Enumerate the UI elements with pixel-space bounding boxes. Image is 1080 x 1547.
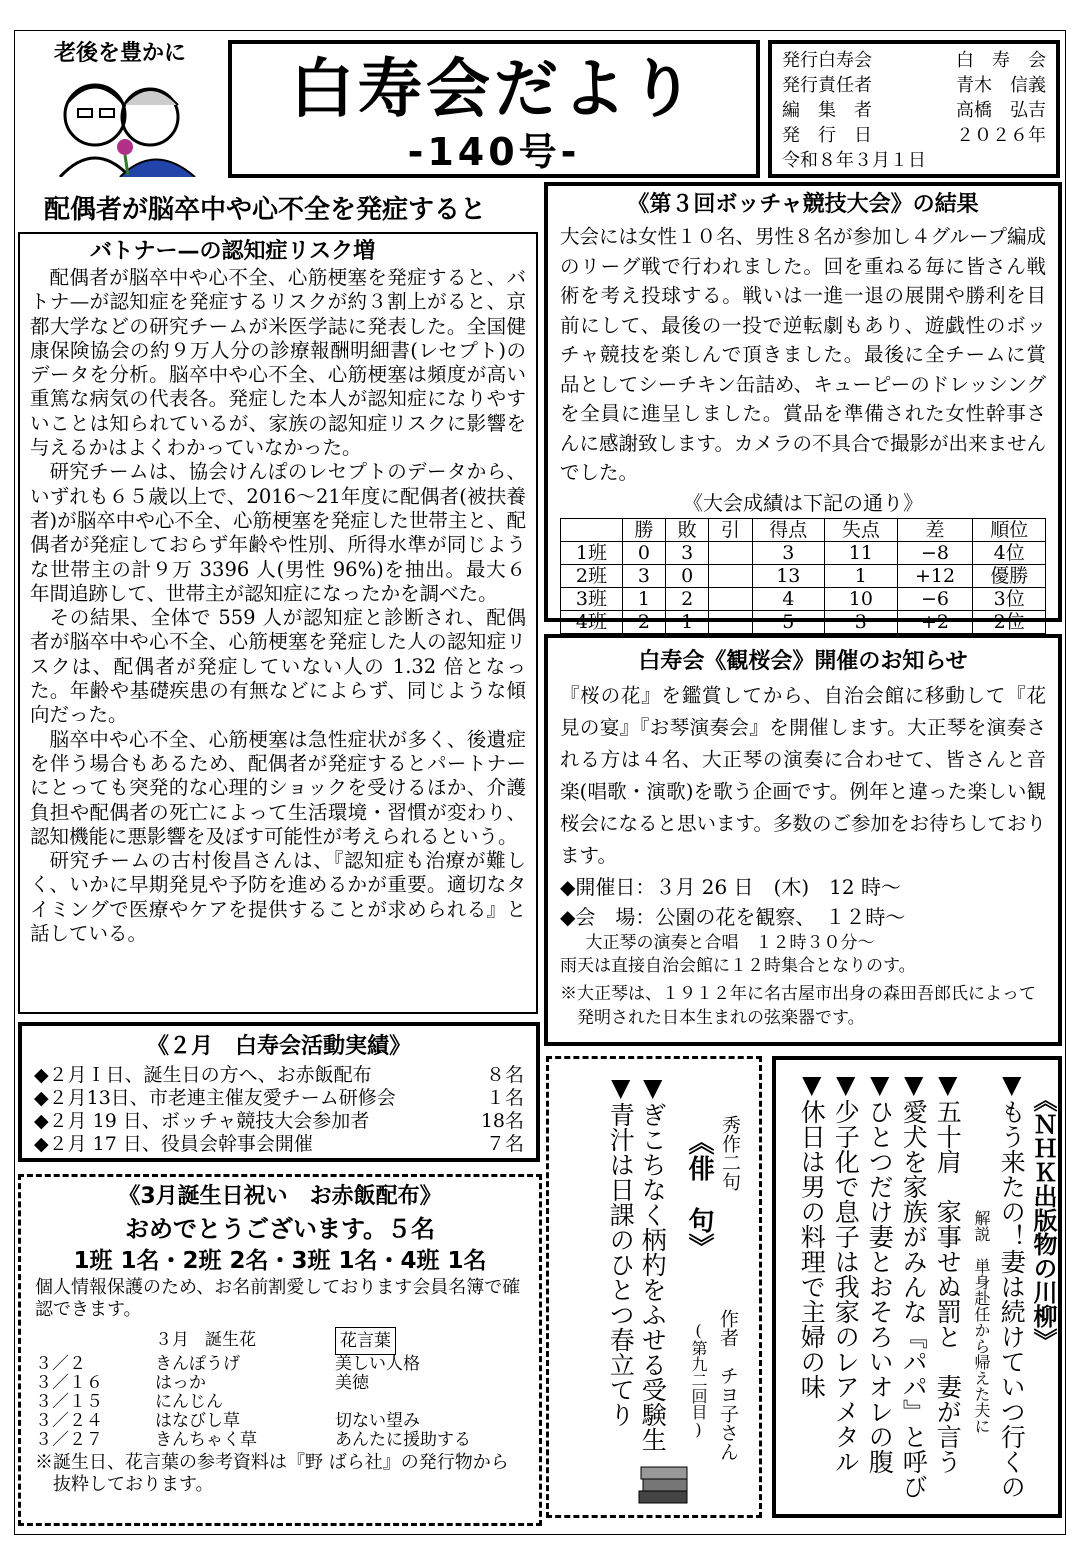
results-table	[560, 518, 1046, 634]
col-meaning: 花言葉	[335, 1327, 396, 1355]
hanami-sub2: 雨天は直接自治会館に１２時集合となりのす。	[560, 956, 916, 976]
table-row: 2班 3 0 13 1 +12 優勝	[561, 564, 1046, 587]
article-paragraph: 脳卒中や心不全、心筋梗塞は急性症状が多く、後遺症を伴う場合もあるため、配偶者が発症するとパートナーにとっても突発的な心理的ショックを受けるほか、介護負担や配偶者の死亡によって生活環境・習慣が変わり、認知機能に悪影響を及ぼす可能性が考えられるという。	[30, 727, 526, 848]
haiku-section	[546, 1056, 762, 1518]
slogan: 老後を豊かに	[53, 41, 186, 66]
senryu-section	[772, 1056, 1062, 1518]
table-header-row: 勝 敗 引 得点 失点 差 順位	[561, 518, 1046, 541]
list-item: ◆２月Ｉ日、誕生日の方へ、お赤飯配布 ８名	[34, 1064, 524, 1086]
table-row: 3班 1 2 4 10 −6 3位	[561, 587, 1046, 610]
senryu-poem: ▼少子化で息子は我家のレアメタル	[831, 1070, 861, 1474]
table-row: ３／２７ きんちゃく草 あんたに援助する	[35, 1430, 471, 1450]
info-row: 発行責任者 青木 信義	[782, 75, 1046, 96]
list-item: ◆２月 19 日、ボッチャ競技大会参加者 18名	[34, 1110, 524, 1132]
birthday-section	[18, 1174, 542, 1526]
senryu-poem: ▼ひとつだけ妻とおそろいオレの腹	[865, 1070, 895, 1474]
hanami-title: 白寿会《観桜会》開催のお知らせ	[638, 649, 968, 674]
haiku-author: 作者 チヨ子さん	[717, 1309, 739, 1461]
hanami-note: ※大正琴は、１９１２年に名古屋市出身の森田吾郎氏によって発明された日本生まれの弦楽器です。	[560, 984, 1036, 1028]
books-icon	[637, 1461, 691, 1507]
issue-number: -140号-	[407, 130, 581, 174]
table-row: 4班 2 1 5 3 +2 2位	[561, 610, 1046, 633]
haiku-number: (第九二回目)	[689, 1321, 708, 1439]
senryu-poem: ▼もう来たの！妻は続けていつ行くの	[997, 1070, 1027, 1499]
senryu-poem: ▼愛犬を家族がみんな『パパ』と呼び	[899, 1070, 929, 1499]
article-paragraph: 配偶者が脳卒中や心不全、心筋梗塞を発症すると、バトナ—が認知症を発症するリスクが約３割上がると、京都大学などの研究チームが米医学誌に発表した。全国健康保険協会の約９万人分の診療報酬明細書(レセプト)のデータを分析。脳卒中や心不全、心筋梗塞は頻度が高い重篤な病気の代表各。発症した本人が認知症になりやすいことは知られているが、家族の認知症リスクに影響を与えるかはよくわかっていなかった。	[30, 266, 526, 460]
birthday-groups: 1班 1名・2班 2名・3班 1名・4班 1名	[73, 1248, 487, 1274]
senryu-poem: ▼五十肩 家事せぬ罰と 妻が言う	[933, 1070, 963, 1474]
haiku-title: 《俳 句》	[684, 1129, 714, 1259]
info-row: 発行白寿会 白 寿 会	[782, 50, 1046, 71]
issue-date: 令和８年３月１日	[782, 150, 926, 171]
dementia-article	[18, 232, 538, 1014]
table-row: ３／１６ はっか 美徳	[35, 1373, 369, 1393]
hanami-sub1: 大正琴の演奏と合唱 １２時３０分〜	[585, 933, 875, 953]
table-row: ３／２ きんぽうげ 美しい人格	[35, 1354, 420, 1374]
list-item: ◆２月 17 日、役員会幹事会開催 ７名	[34, 1133, 524, 1155]
birthday-congrats: おめでとうございます。５名	[124, 1215, 436, 1243]
list-item: ◆２月13日、市老連主催友愛チーム研修会 １名	[34, 1087, 524, 1109]
haiku-poem: ▼青汁は日課のひとつ春立てり	[606, 1073, 636, 1427]
dementia-headline: 配偶者が脳卒中や心不全を発症すると	[44, 195, 487, 225]
hanami-section	[544, 634, 1062, 1046]
table-row: ３／２４ はなびし草 切ない望み	[35, 1411, 420, 1431]
hanami-date: ◆開催日：３月 26 日 (木) 12 時〜	[560, 875, 901, 899]
activities-section	[18, 1022, 540, 1162]
info-row: 発 行 日 ２０２６年	[782, 125, 1046, 146]
activities-title: 《２月 白寿会活動実績》	[146, 1034, 411, 1059]
haiku-poem: ▼ぎこちなく柄杓をふせる受験生	[638, 1073, 668, 1452]
article-paragraph: 研究チームの古村俊昌さんは、『認知症も治療が難しく、いかに早期発見や予防を進めるかが重要。適切なタイミングで医療やケアを提供することが求められる』と話している。	[30, 849, 526, 946]
publisher-info-box	[768, 40, 1060, 178]
table-row: 1班 0 3 3 11 −8 4位	[561, 541, 1046, 564]
elderly-couple-icon	[20, 67, 220, 177]
masthead-title-box	[228, 40, 760, 178]
senryu-note: 解説 単身赴任から帰えた夫に	[972, 1210, 991, 1434]
results-title: 《大会成績は下記の通り》	[683, 490, 923, 515]
col-flower: 誕生花	[205, 1330, 256, 1350]
birthday-note: ※誕生日、花言葉の参考資料は『野 ばら社』の発行物から抜粋しております。	[35, 1452, 509, 1495]
senryu-poem: ▼休日は男の料理で主婦の味	[797, 1070, 827, 1399]
newsletter-title: 白寿会だより	[290, 53, 698, 127]
logo	[20, 36, 220, 176]
boccia-section	[544, 182, 1062, 633]
haiku-credit: 秀作二句	[719, 1115, 741, 1191]
col-month: ３月	[155, 1330, 189, 1350]
birthday-privacy: 個人情報保護のため、お名前割愛しております会員名簿で確認できます。	[35, 1277, 521, 1320]
article-paragraph: 研究チームは、協会けんぽのレセプトのデータから、いずれも６５歳以上で、2016〜21年度に配偶者(被扶養者)が脳卒中や心不全、心筋梗塞を発症した世帯主と、配偶者が発症しておらず年齢や性別、所得水準が同じような世帯主の計９万 3396 人(男性 96%)を抽出。最大６年間追跡して、世帯主が認知症になったかを調べた。	[30, 460, 526, 605]
activities-list	[34, 1064, 524, 1156]
table-row: ３／１５ にんじん	[35, 1392, 223, 1412]
info-row: 編 集 者 高橋 弘吉	[782, 100, 1046, 121]
senryu-title: 《ＮＨＫ出版物の川柳》	[1029, 1088, 1057, 1352]
hanami-place: ◆会 場：公園の花を観察、 １２時〜	[560, 905, 906, 929]
article-paragraph: その結果、全体で 559 人が認知症と診断され、配偶者が脳卒中や心不全、心筋梗塞を発症した人の認知症リスクは、配偶者が発症していない人の 1.32 倍となった。年齢や基礎疾患の有無などによらず、同じような傾向だった。	[30, 606, 526, 727]
boccia-title: 《第３回ボッチャ競技大会》の結果	[627, 192, 979, 217]
boccia-body: 大会には女性１０名、男性８名が参加し４グループ編成のリーグ戦で行われました。回を重ねる毎に皆さん戦術を考え投球する。戦いは一進一退の展開や勝利を目前にして、最後の一投で逆転劇もあり、遊戯性のボッチャ競技を楽しんで頂きました。最後に全チームに賞品としてシーチキン缶詰め、キューピーのドレッシングを全員に進呈しました。賞品を準備された女性幹事さんに感謝致します。カメラの不具合で撮影が出来ませんでした。	[560, 225, 1046, 484]
birthday-title: 《3月誕生日祝い お赤飯配布》	[118, 1184, 442, 1209]
hanami-body: 『桜の花』を鑑賞してから、自治会館に移動して『花見の宴』『お琴演奏会』を開催します。大正琴を演奏される方は４名、大正琴の演奏に合わせて、皆さんと音楽(唱歌・演歌)を歌う企画です。例年と違った楽しい観桜会になると思います。多数のご参加をお待ちしております。	[560, 684, 1046, 867]
birthday-table-header	[155, 1327, 525, 1355]
dementia-subhead: バトナー—の認知症リスク増	[90, 239, 376, 264]
